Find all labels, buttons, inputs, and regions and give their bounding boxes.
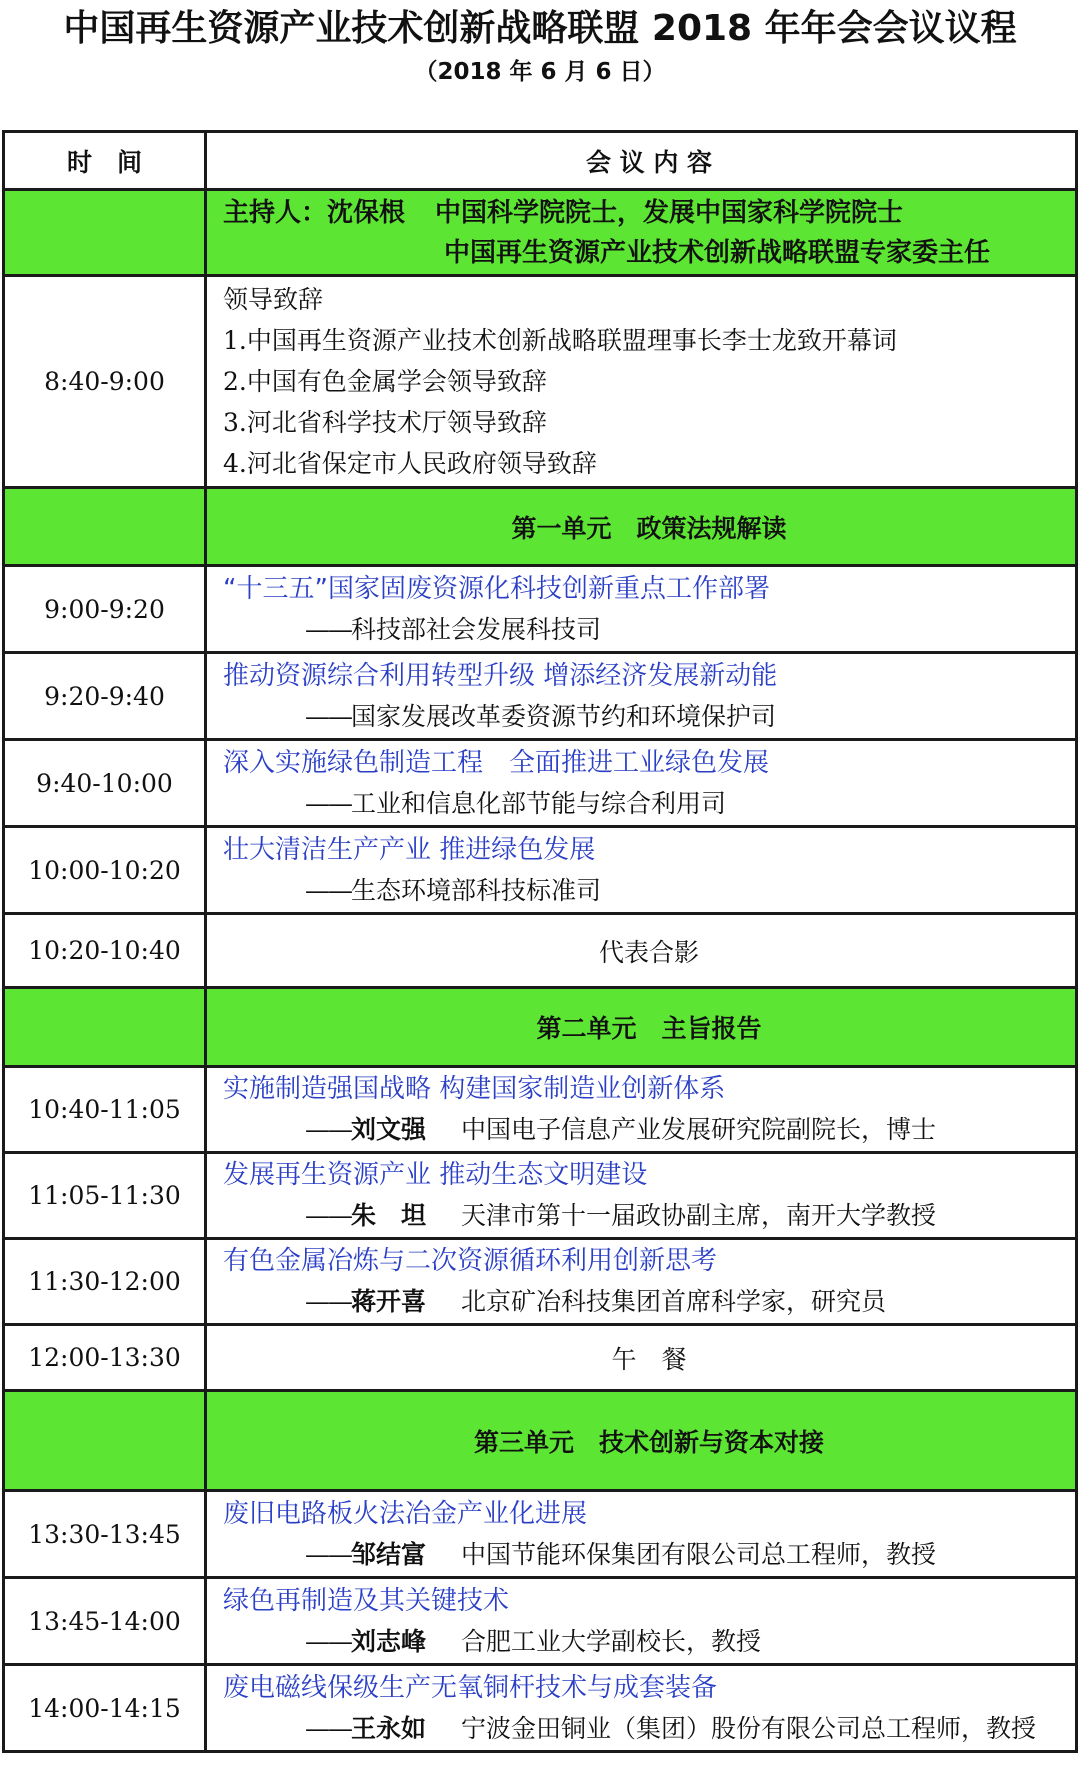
session-topic: 绿色再制造及其关键技术 (223, 1585, 510, 1616)
opening-time: 8:40-9:00 (4, 276, 206, 488)
section-time-cell (4, 1391, 206, 1491)
session-topic: 壮大清洁生产产业 推进绿色发展 (223, 834, 596, 865)
agenda-table (2, 130, 1078, 1753)
table-row (4, 1665, 1077, 1752)
session-time: 11:05-11:30 (4, 1153, 206, 1239)
session-speaker (223, 697, 1075, 737)
session-time: 9:40-10:00 (4, 740, 206, 827)
speaker-name: 刘文强 (351, 1115, 427, 1144)
session-speaker (223, 1622, 1075, 1662)
session-time: 13:30-13:45 (4, 1491, 206, 1578)
session-topic: 深入实施绿色制造工程 全面推进工业绿色发展 (223, 747, 770, 778)
session-time: 13:45-14:00 (4, 1578, 206, 1665)
speaker-name: 朱 坦 (351, 1201, 427, 1230)
host-label: 主持人：沈保根 (223, 197, 406, 228)
session-time: 9:00-9:20 (4, 566, 206, 653)
session-speaker (223, 871, 1075, 911)
table-row (4, 1491, 1077, 1578)
section-time-cell (4, 488, 206, 566)
document-date: （2018 年 6 月 6 日） (414, 59, 666, 85)
session-topic: 实施制造强国战略 构建国家制造业创新体系 (223, 1074, 726, 1104)
section-row-unit2 (4, 988, 1077, 1067)
table-row (4, 1153, 1077, 1239)
opening-heading: 领导致辞 (223, 285, 324, 314)
host-cell (206, 190, 1077, 276)
speaker-title: 北京矿冶科技集团首席科学家，研究员 (461, 1287, 887, 1316)
table-row (4, 827, 1077, 914)
speaker-dash: —— (305, 1713, 351, 1743)
session-speaker (223, 1535, 1075, 1575)
speaker-dash: —— (305, 614, 351, 644)
table-row (4, 1578, 1077, 1665)
section-row-unit3 (4, 1391, 1077, 1491)
speaker-name: 刘志峰 (351, 1626, 427, 1656)
speaker-title: 中国电子信息产业发展研究院副院长，博士 (461, 1115, 937, 1144)
section-title-unit3: 第三单元 技术创新与资本对接 (206, 1391, 1077, 1491)
speaker-name: 王永如 (351, 1713, 427, 1743)
speaker-dash: —— (305, 1115, 351, 1144)
opening-cell (206, 276, 1077, 488)
session-speaker (223, 1196, 1075, 1236)
document-title: 中国再生资源产业技术创新战略联盟 2018 年年会会议议程 (63, 8, 1017, 49)
speaker-org: 科技部社会发展科技司 (351, 614, 602, 644)
session-topic: 发展再生资源产业 推动生态文明建设 (223, 1160, 648, 1190)
session-time: 10:20-10:40 (4, 914, 206, 988)
opening-item: 1.中国再生资源产业技术创新战略联盟理事长李士龙致开幕词 (223, 326, 897, 355)
table-row (4, 1239, 1077, 1325)
section-row-unit1 (4, 488, 1077, 566)
speaker-dash: —— (305, 1626, 351, 1656)
session-topic: 有色金属冶炼与二次资源循环利用创新思考 (223, 1246, 718, 1276)
opening-item: 4.河北省保定市人民政府领导致辞 (223, 449, 597, 478)
speaker-dash: —— (305, 1201, 351, 1230)
session-time: 12:00-13:30 (4, 1325, 206, 1391)
group-photo-cell: 代表合影 (206, 914, 1077, 988)
header-time: 时 间 (4, 132, 206, 190)
opening-row (4, 276, 1077, 488)
session-time: 11:30-12:00 (4, 1239, 206, 1325)
session-speaker (223, 784, 1075, 824)
speaker-dash: —— (305, 701, 351, 731)
table-row (4, 1325, 1077, 1391)
session-cell (206, 740, 1077, 827)
lunch-cell: 午 餐 (206, 1325, 1077, 1391)
speaker-dash: —— (305, 1287, 351, 1316)
session-topic: 废旧电路板火法冶金产业化进展 (223, 1498, 588, 1529)
table-row (4, 653, 1077, 740)
section-title-unit2: 第二单元 主旨报告 (206, 988, 1077, 1067)
speaker-org: 工业和信息化部节能与综合利用司 (351, 788, 727, 818)
speaker-title: 天津市第十一届政协副主席，南开大学教授 (461, 1201, 937, 1230)
host-time-cell (4, 190, 206, 276)
speaker-dash: —— (305, 788, 351, 818)
section-title-unit1: 第一单元 政策法规解读 (206, 488, 1077, 566)
speaker-title: 宁波金田铜业（集团）股份有限公司总工程师，教授 (461, 1713, 1037, 1743)
session-cell (206, 1153, 1077, 1239)
session-cell (206, 566, 1077, 653)
session-topic: 废电磁线保级生产无氧铜杆技术与成套装备 (223, 1672, 718, 1703)
host-role-2: 中国再生资源产业技术创新战略联盟专家委主任 (444, 237, 991, 268)
session-cell (206, 1239, 1077, 1325)
speaker-name: 邹结富 (351, 1539, 427, 1569)
speaker-dash: —— (305, 1539, 351, 1569)
table-row (4, 914, 1077, 988)
speaker-dash: —— (305, 875, 351, 905)
table-row (4, 1067, 1077, 1153)
speaker-title: 合肥工业大学副校长，教授 (461, 1626, 762, 1656)
session-time: 10:40-11:05 (4, 1067, 206, 1153)
speaker-org: 国家发展改革委资源节约和环境保护司 (351, 701, 777, 731)
session-cell (206, 1665, 1077, 1752)
table-row (4, 566, 1077, 653)
opening-item: 3.河北省科学技术厅领导致辞 (223, 408, 547, 437)
speaker-name: 蒋开喜 (351, 1287, 427, 1316)
opening-item: 2.中国有色金属学会领导致辞 (223, 367, 547, 396)
header-content: 会 议 内 容 (206, 132, 1077, 190)
session-cell (206, 1578, 1077, 1665)
session-time: 10:00-10:20 (4, 827, 206, 914)
host-role-1: 中国科学院院士，发展中国家科学院院士 (435, 197, 904, 228)
section-time-cell (4, 988, 206, 1067)
session-cell (206, 827, 1077, 914)
session-topic: 推动资源综合利用转型升级 增添经济发展新动能 (223, 660, 778, 691)
session-time: 14:00-14:15 (4, 1665, 206, 1752)
session-topic: “十三五”国家固废资源化科技创新重点工作部署 (223, 573, 770, 604)
session-speaker (223, 1709, 1075, 1749)
table-row (4, 740, 1077, 827)
host-row (4, 190, 1077, 276)
speaker-title: 中国节能环保集团有限公司总工程师，教授 (461, 1539, 937, 1569)
session-cell (206, 653, 1077, 740)
session-speaker (223, 1282, 1075, 1322)
session-cell (206, 1067, 1077, 1153)
session-time: 9:20-9:40 (4, 653, 206, 740)
speaker-org: 生态环境部科技标准司 (351, 875, 602, 905)
session-speaker (223, 610, 1075, 650)
table-header-row (4, 132, 1077, 190)
session-cell (206, 1491, 1077, 1578)
session-speaker (223, 1110, 1075, 1150)
